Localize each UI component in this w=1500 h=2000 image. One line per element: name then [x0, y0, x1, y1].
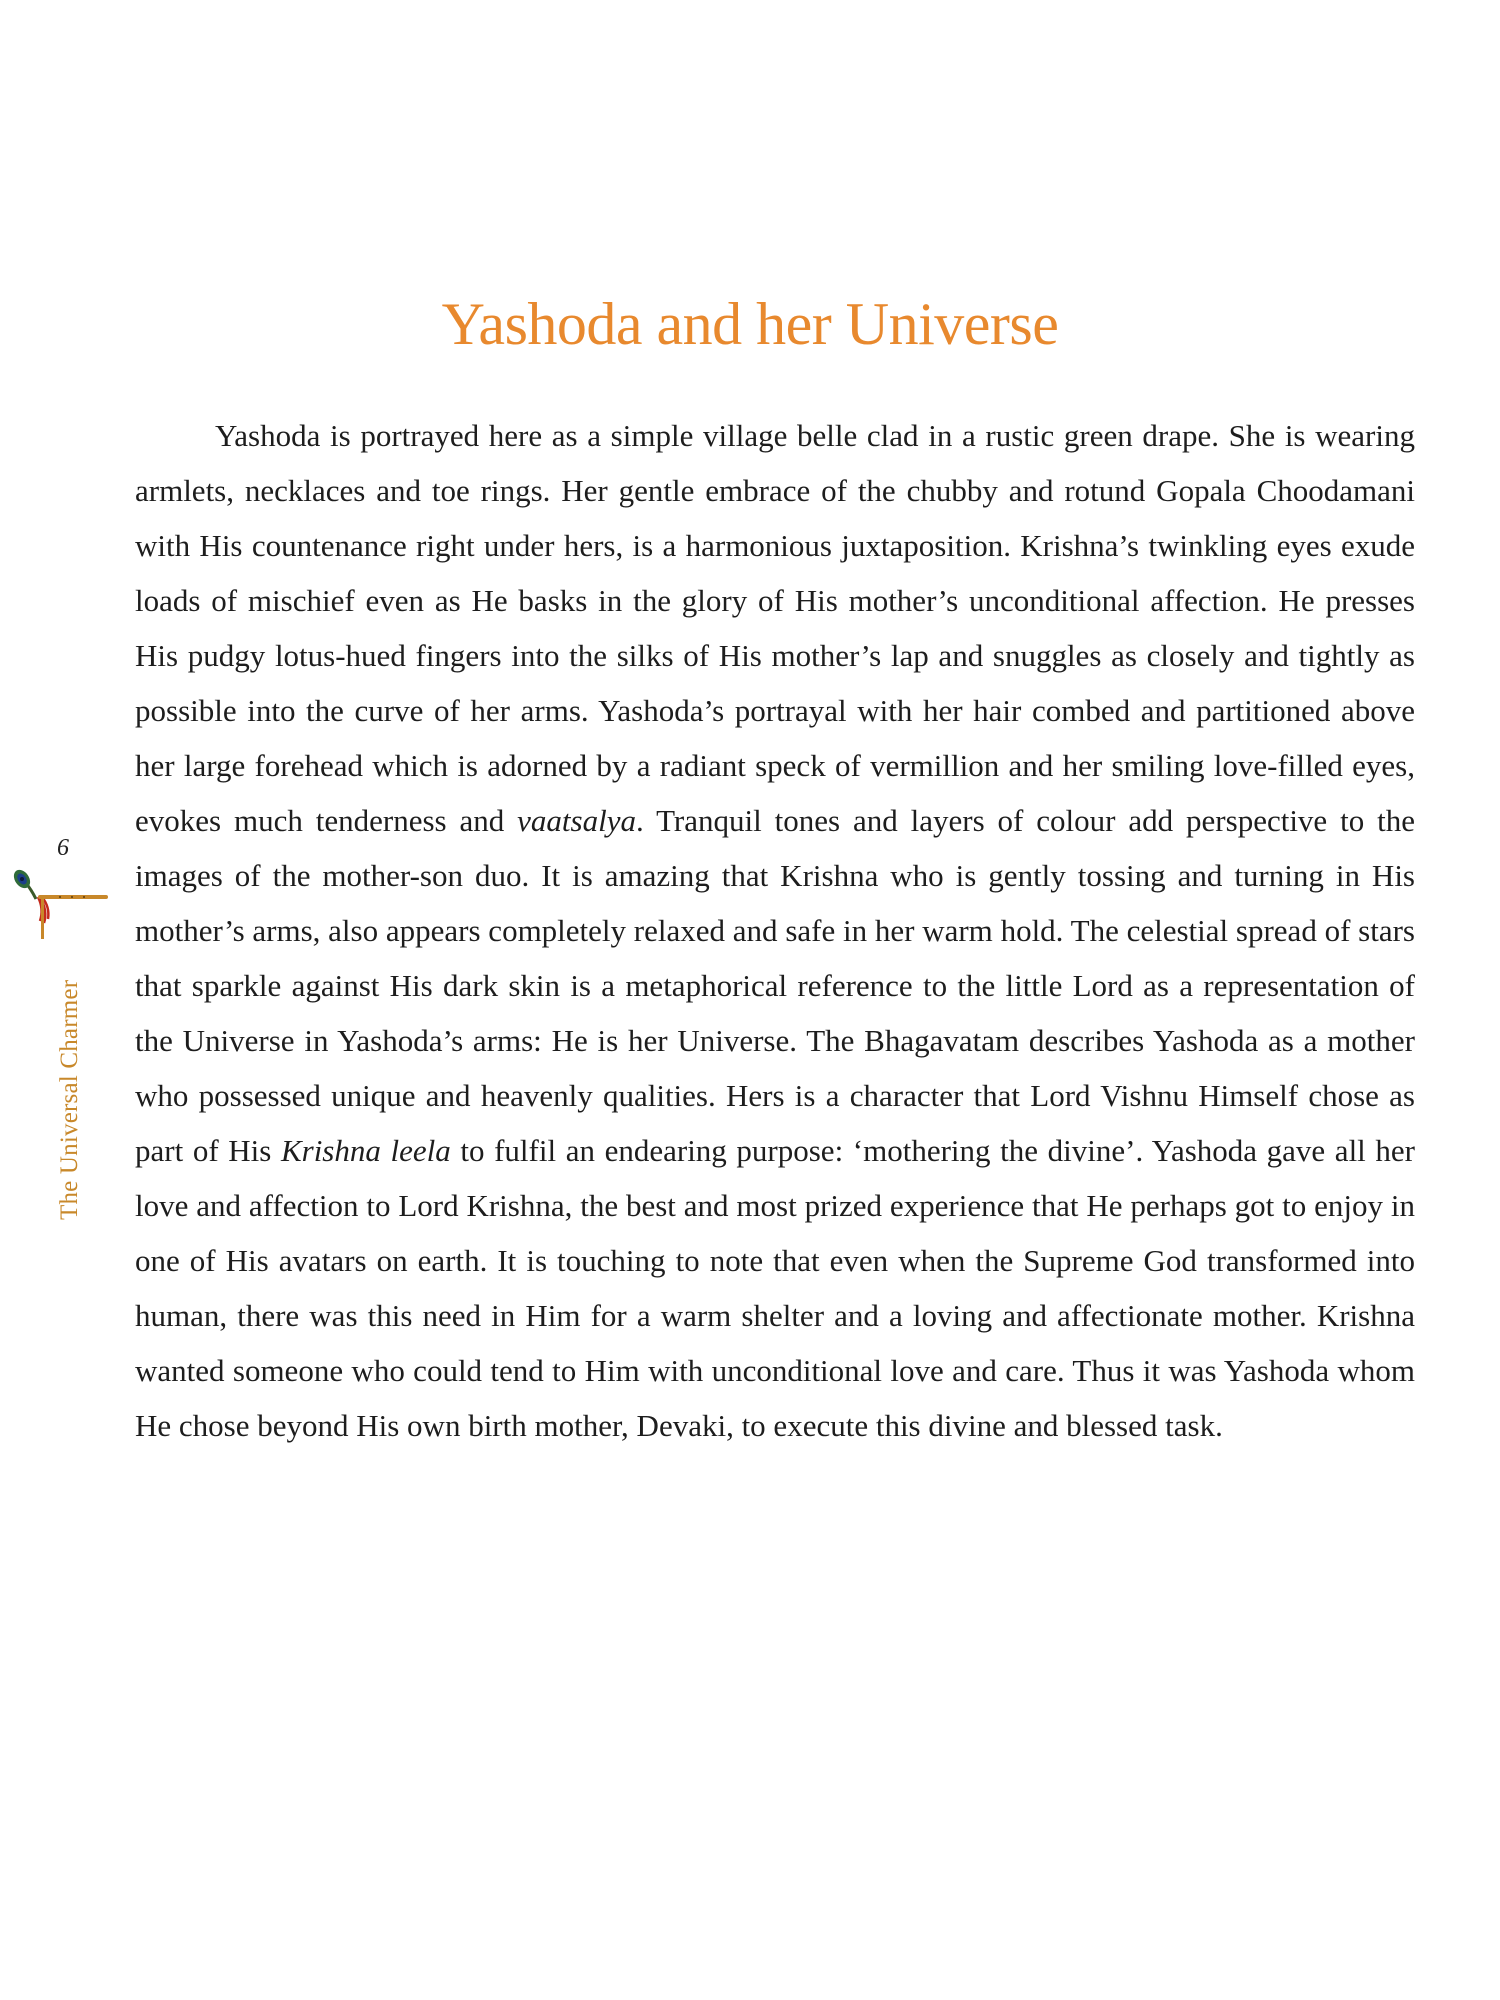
running-title-text: The Universal Charmer	[56, 979, 83, 1220]
running-title	[54, 930, 83, 1230]
page-number: 6	[57, 835, 69, 861]
body-text-part-2: . Tranquil tones and layers of colour add perspective to the images of the mother-son duo. It is amazing that Krishna who is gently tossing and turning in His mother’s arms, also appears completely relaxed and safe in her warm hold. The celestial spread of stars that sparkle against His dark skin is a metaphorical reference to the little Lord as a representation of the Universe in Yashoda’s arms: He is her Universe. The Bhagavatam describes Yashoda as a mother who possessed unique and heavenly qualities. Hers is a character that Lord Vishnu Himself chose as part of His	[135, 803, 1415, 1168]
body-text-part-1: Yashoda is portrayed here as a simple village belle clad in a rustic green drape. She is wearing armlets, necklaces and toe rings. Her gentle embrace of the chubby and rotund Gopala Choodamani with His countenance right under hers, is a harmonious juxtaposition. Krishna’s twinkling eyes exude loads of mischief even as He basks in the glory of His mother’s unconditional affection. He presses His pudgy lotus-hued fingers into the silks of His mother’s lap and snuggles as closely and tightly as possible into the curve of her arms. Yashoda’s portrayal with her hair combed and partitioned above her large forehead which is adorned by a radiant speck of vermillion and her smiling love-filled eyes, evokes much tenderness and	[135, 418, 1415, 838]
emphasis-vaatsalya: vaatsalya	[517, 803, 636, 838]
page-margin-sidebar	[10, 835, 130, 1220]
page-title: Yashoda and her Universe	[441, 291, 1059, 357]
body-paragraph	[135, 408, 1415, 1453]
emphasis-krishna-leela: Krishna leela	[280, 1133, 451, 1168]
body-text-part-3: to fulfil an endearing purpose: ‘mothering the divine’. Yashoda gave all her love and affection to Lord Krishna, the best and most prized experience that He perhaps got to enjoy in one of His avatars on earth. It is touching to note that even when the Supreme God transformed into human, there was this need in Him for a warm shelter and a loving and affectionate mother. Krishna wanted someone who could tend to Him with unconditional love and care. Thus it was Yashoda whom He chose beyond His own birth mother, Devaki, to execute this divine and blessed task.	[135, 1133, 1415, 1443]
